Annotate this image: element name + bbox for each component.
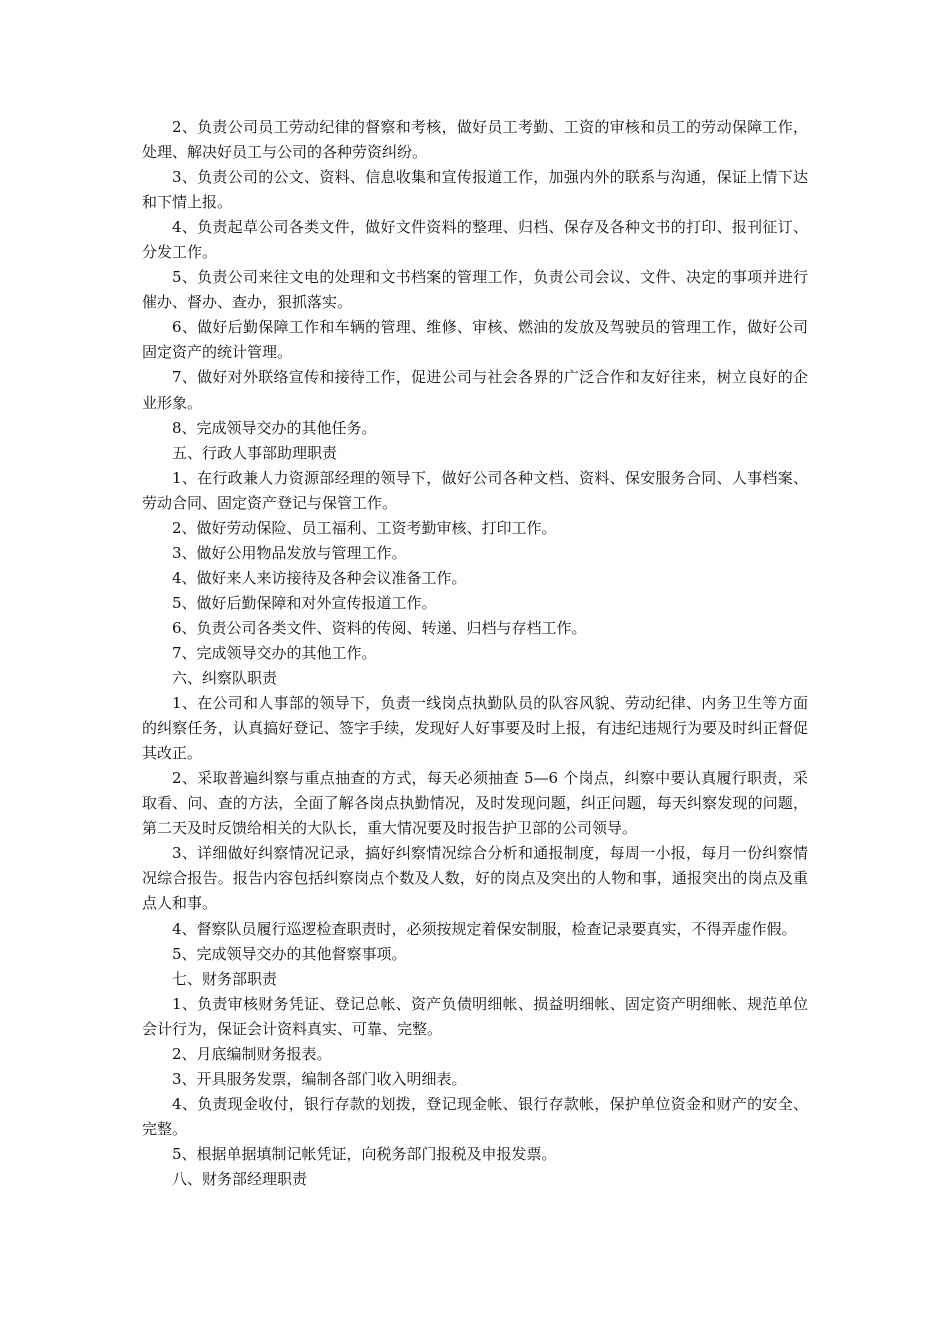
paragraph-inspection-4: 4、督察队员履行巡逻检查职责时，必须按规定着保安制服，检查记录要真实，不得弄虚作假。 [172, 919, 797, 938]
section-heading-5-hr-assistant: 五、行政人事部助理职责 [172, 443, 338, 462]
paragraph-inspection-5: 5、完成领导交办的其他督察事项。 [172, 944, 407, 963]
document-page [142, 115, 808, 1192]
section-heading-6-inspection-team: 六、纠察队职责 [172, 669, 278, 688]
paragraph-finance-3: 3、开具服务发票，编制各部门收入明细表。 [172, 1069, 467, 1088]
paragraph-hr-assistant-4: 4、做好来人来访接待及各种会议准备工作。 [172, 568, 467, 587]
paragraph-finance-4: 4、负责现金收付，银行存款的划拨，登记现金帐、银行存款帐，保护单位资金和财产的安全、完整。 [142, 1094, 808, 1138]
section-heading-7-finance-dept: 七、财务部职责 [172, 969, 278, 988]
paragraph-hr-assistant-1: 1、在行政兼人力资源部经理的领导下，做好公司各种文档、资料、保安服务合同、人事档案、劳动合同、固定资产登记与保管工作。 [142, 468, 808, 512]
paragraph-duty-8-other-tasks: 8、完成领导交办的其他任务。 [172, 418, 377, 437]
paragraph-duty-4-drafting-files: 4、负责起草公司各类文件，做好文件资料的整理、归档、保存及各种文书的打印、报刊征订、分发工作。 [142, 218, 808, 262]
paragraph-inspection-3: 3、详细做好纠察情况记录，搞好纠察情况综合分析和通报制度，每周一小报，每月一份纠察情况综合报告。报告内容包括纠察岗点个数及人数，好的岗点及突出的人物和事，通报突出的岗点及重点人和事。 [142, 844, 808, 913]
paragraph-finance-2: 2、月底编制财务报表。 [172, 1044, 332, 1063]
paragraph-hr-assistant-7: 7、完成领导交办的其他工作。 [172, 643, 377, 662]
paragraph-duty-2-labor-discipline: 2、负责公司员工劳动纪律的督察和考核，做好员工考勤、工资的审核和员工的劳动保障工作，处理、解决好员工与公司的各种劳资纠纷。 [142, 118, 808, 162]
paragraph-duty-5-correspondence: 5、负责公司来往文电的处理和文书档案的管理工作，负责公司会议、文件、决定的事项并进行催办、督办、查办，狠抓落实。 [142, 268, 808, 312]
section-heading-8-finance-manager: 八、财务部经理职责 [172, 1169, 308, 1188]
paragraph-hr-assistant-2: 2、做好劳动保险、员工福利、工资考勤审核、打印工作。 [172, 518, 557, 537]
paragraph-finance-5: 5、根据单据填制记帐凭证，向税务部门报税及申报发票。 [172, 1144, 557, 1163]
paragraph-hr-assistant-6: 6、负责公司各类文件、资料的传阅、转递、归档与存档工作。 [172, 618, 587, 637]
paragraph-hr-assistant-3: 3、做好公用物品发放与管理工作。 [172, 543, 407, 562]
paragraph-duty-6-logistics-vehicles: 6、做好后勤保障工作和车辆的管理、维修、审核、燃油的发放及驾驶员的管理工作，做好公司固定资产的统计管理。 [142, 318, 808, 362]
paragraph-inspection-2: 2、采取普遍纠察与重点抽查的方式，每天必须抽查 5—6 个岗点，纠察中要认真履行职责，采取看、问、查的方法，全面了解各岗点执勤情况，及时发现问题，纠正问题，每天纠察发现的问题，第二天及时反馈给相关的大队长，重大情况要及时报告护卫部的公司领导。 [142, 769, 808, 838]
paragraph-inspection-1: 1、在公司和人事部的领导下，负责一线岗点执勤队员的队容风貌、劳动纪律、内务卫生等方面的纠察任务，认真搞好登记、签字手续，发现好人好事要及时上报，有违纪违规行为要及时纠正督促其改正。 [142, 694, 808, 763]
paragraph-duty-7-external-liaison: 7、做好对外联络宣传和接待工作，促进公司与社会各界的广泛合作和友好往来，树立良好的企业形象。 [142, 368, 808, 412]
paragraph-finance-1: 1、负责审核财务凭证、登记总帐、资产负债明细帐、损益明细帐、固定资产明细帐、规范单位会计行为，保证会计资料真实、可靠、完整。 [142, 994, 808, 1038]
paragraph-duty-3-documents-publicity: 3、负责公司的公文、资料、信息收集和宣传报道工作，加强内外的联系与沟通，保证上情下达和下情上报。 [142, 168, 808, 212]
paragraph-hr-assistant-5: 5、做好后勤保障和对外宣传报道工作。 [172, 593, 437, 612]
